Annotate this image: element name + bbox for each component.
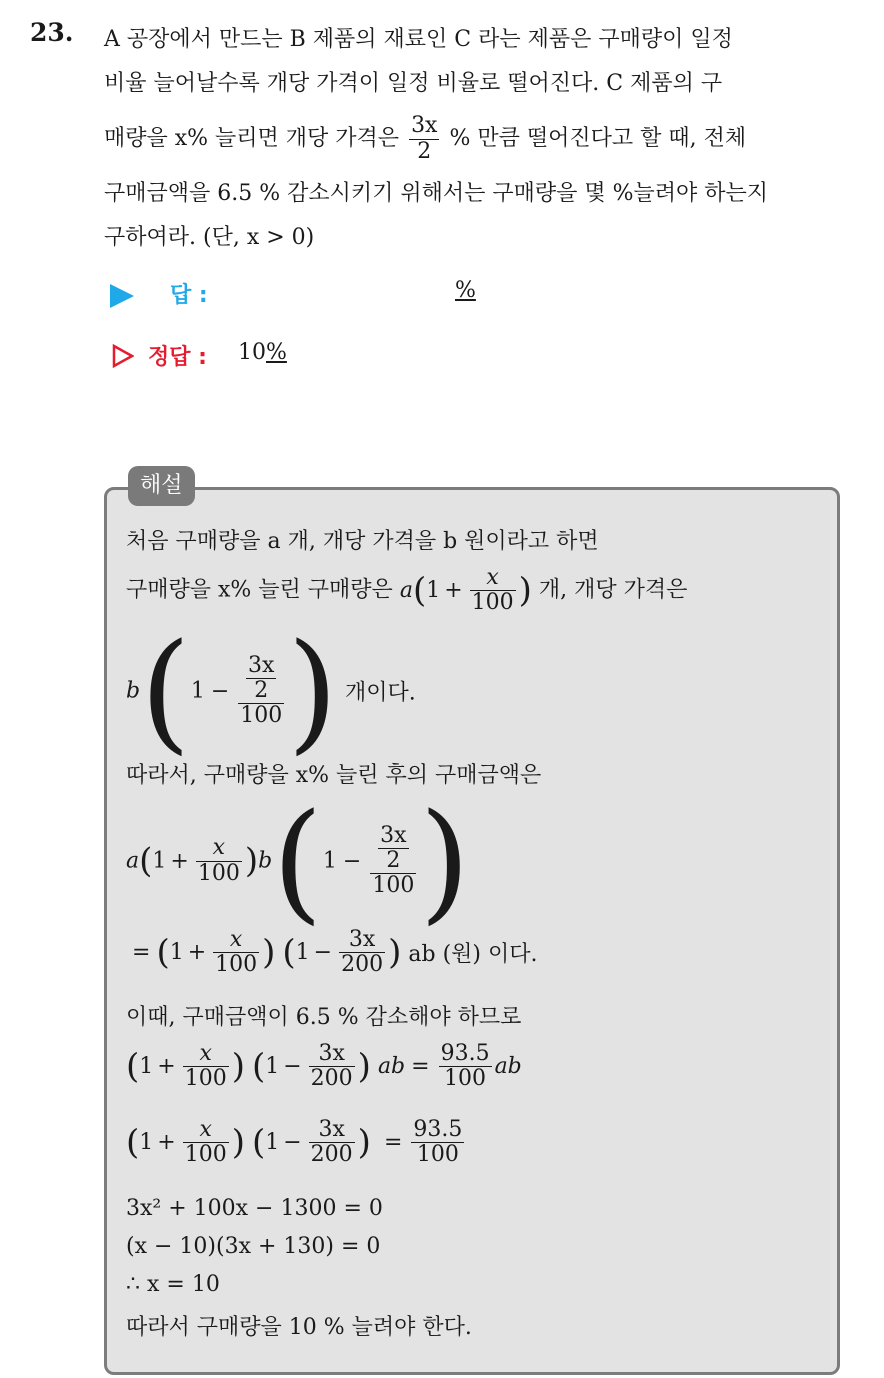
correct-answer-value: 10%: [238, 340, 287, 365]
question-line-3: [104, 106, 864, 172]
solution-line-5: a(1 + $\frac{x}{100}$ )b(1 − $\frac{\frac{3x}{2}}{100}$ ): [126, 785, 471, 937]
solution-line-9: (1 + $\frac{x}{100}$ ) (1 − $\frac{3x}{200}$ ) = $\frac{93.5}{100}$: [126, 1117, 463, 1168]
solution-line-2: 구매량을 x% 늘린 구매량은 a(1 + $\frac{x}{100}$ ) 개, 개당 가격은: [126, 565, 688, 616]
solution-line-6: = (1 + $\frac{x}{100}$ ) (1 − $\frac{3x}{200}$ ) ab (원) 이다.: [132, 927, 538, 978]
question-text: [104, 18, 864, 260]
fraction-numerator: 3x: [411, 113, 438, 139]
solution-line-7: 이때, 구매금액이 6.5 % 감소해야 하므로: [126, 1005, 522, 1030]
answer-blank-unit[interactable]: %: [455, 278, 476, 303]
solution-line-10: 3x² + 100x − 1300 = 0: [126, 1196, 383, 1221]
answer-row: [110, 276, 610, 316]
question-line-5: 구하여라. (단, x > 0): [104, 225, 315, 250]
solution-line-13: 따라서 구매량을 10 % 늘려야 한다.: [126, 1315, 472, 1340]
solution-line-4: 따라서, 구매량을 x% 늘린 후의 구매금액은: [126, 763, 542, 788]
question-line-3-b: % 만큼 떨어진다고 할 때, 전체: [449, 126, 747, 151]
question-line-4: 구매금액을 6.5 % 감소시키기 위해서는 구매량을 몇 %늘려야 하는지: [104, 181, 769, 206]
correct-answer-label: 정답 :: [148, 345, 207, 370]
solution-tag: 해설: [128, 466, 195, 506]
answer-label: 답 :: [170, 283, 208, 308]
question-line-3-a: 매량을 x% 늘리면 개당 가격은: [104, 126, 400, 151]
solution-line-12: ∴ x = 10: [126, 1272, 220, 1297]
play-triangle-icon: [110, 284, 134, 308]
solution-line-8: (1 + $\frac{x}{100}$ ) (1 − $\frac{3x}{200}$ ) ab = $\frac{93.5}{100}$ ab: [126, 1041, 522, 1092]
solution-line-11: (x − 10)(3x + 130) = 0: [126, 1234, 381, 1259]
question-line-1: A 공장에서 만드는 B 제품의 재료인 C 라는 제품은 구매량이 일정: [104, 27, 733, 52]
question-number: 23.: [30, 18, 74, 47]
fraction-denominator: 2: [417, 138, 432, 164]
question-line-2: 비율 늘어날수록 개당 가격이 일정 비율로 떨어진다. C 제품의 구: [104, 71, 723, 96]
fraction-3x-over-2: [409, 114, 439, 163]
solution-line-1: 처음 구매량을 a 개, 개당 가격을 b 원이라고 하면: [126, 529, 599, 554]
solution-line-3: b(1 − $\frac{\frac{3x}{2}}{100}$ ) 개이다.: [126, 615, 416, 767]
correct-answer-row: [110, 338, 610, 378]
outline-triangle-icon: [112, 344, 134, 368]
